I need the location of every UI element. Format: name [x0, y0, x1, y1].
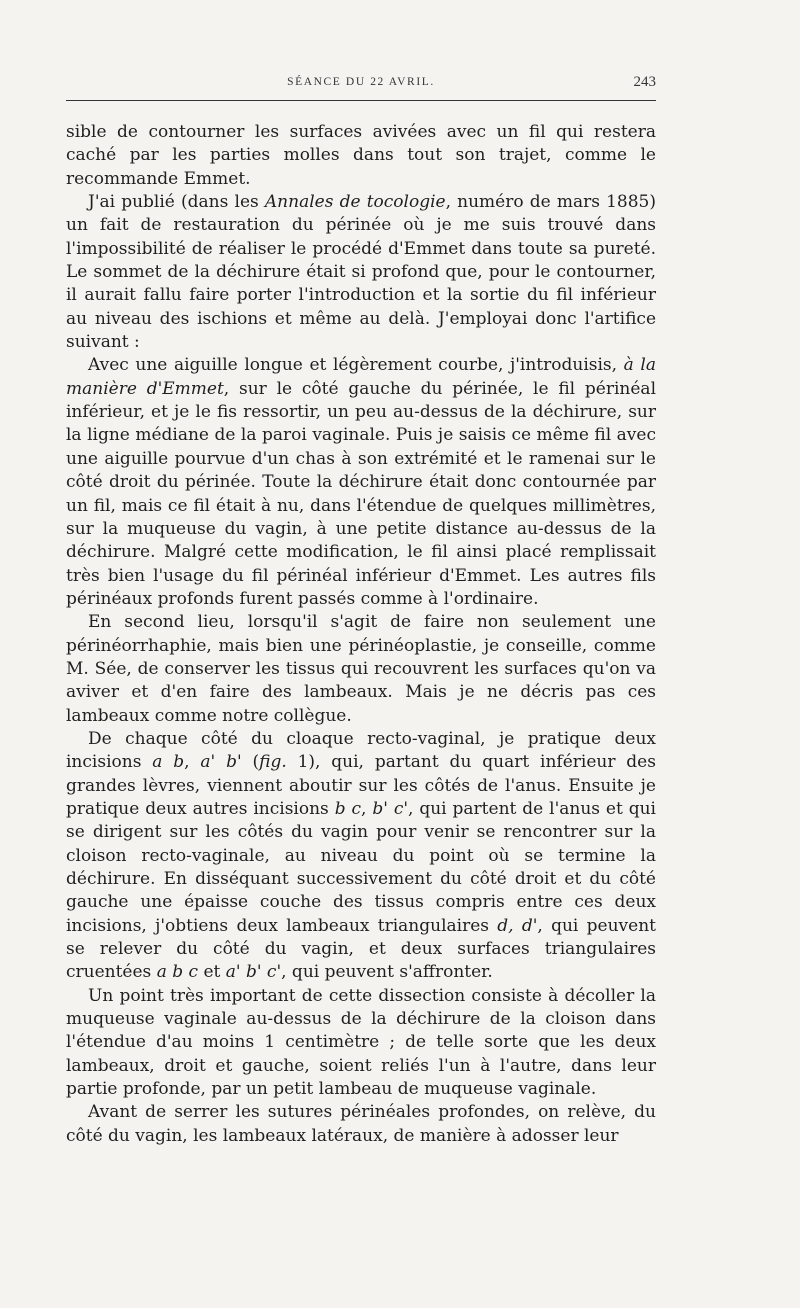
- body-text: [66, 121, 656, 1148]
- text-run: De chaque côté du cloaque recto-vaginal, je pratique deux incisions: [66, 728, 656, 773]
- text-run: (: [241, 752, 260, 773]
- paragraph-2: [66, 191, 656, 354]
- text-run: , sur le côté gauche du périnée, le fil périnéal inférieur, et je le fis ressortir, un peu au-dessus de la déchirure, sur la ligne médiane de la paroi vaginale. Puis je saisis ce même fil avec une aiguille pourvue d'un chas à son extrémité et le ramenai sur le côté droit du périnée. Toute la déchirure était donc contournée par un fil, mais ce fil était à nu, dans l'étendue de quelques millimètres, sur la muqueuse du vagin, à une petite distance au-dessus de la déchirure. Malgré cette modification, le fil ainsi placé remplissait très bien l'usage du fil périnéal inférieur d'Emmet. Les autres fils périnéaux profonds furent passés comme à l'ordinaire.: [66, 378, 657, 609]
- figure-label: a' b' c': [225, 962, 282, 983]
- text-run: Avec une aiguille longue et légèrement courbe, j'introduisis,: [88, 355, 624, 376]
- paragraph-1: [66, 121, 656, 191]
- text-run: , qui partent de l'anus et qui se dirigent sur les côtés du vagin pour venir se rencontrer sur la cloison recto-vaginale, au niveau du point où se termine la déchirure. En disséquant successivement du côté droit et du côté gauche une épaisse couche des tissus compris entre ces deux incisions, j'obtiens deux lambeaux triangulaires: [66, 798, 656, 936]
- paragraph-3: [66, 354, 656, 611]
- italic-phrase: à la manière d'Emmet: [66, 355, 656, 399]
- figure-label: a b: [152, 752, 185, 773]
- page: [66, 70, 656, 1148]
- text-run: et: [198, 962, 226, 983]
- text-run: ,: [184, 752, 201, 773]
- page-number: 243: [633, 74, 656, 90]
- figure-label: b' c': [372, 798, 409, 819]
- running-head-title: SÉANCE DU 22 AVRIL.: [287, 76, 435, 88]
- figure-label: b c: [334, 798, 362, 819]
- paragraph-7: [66, 1101, 656, 1148]
- figure-label: a' b': [200, 752, 242, 773]
- figure-label: a b c: [156, 962, 199, 983]
- text-run: En second lieu, lorsqu'il s'agit de faire non seulement une périnéorrhaphie, mais bien une périnéoplastie, je conseille, comme M. Sée, de conserver les tissus qui recouvrent les surfaces qu'on va aviver et d'en faire des lambeaux. Mais je ne décris pas ces lambeaux comme notre collègue.: [66, 612, 656, 726]
- journal-title: Annales de tocologie: [264, 192, 446, 213]
- text-run: Un point très important de cette dissection consiste à décoller la muqueuse vaginale au-dessus de la déchirure de la cloison dans l'étendue d'au moins 1 centimètre ; de telle sorte que les deux lambeaux, droit et gauche, soient reliés l'un à l'autre, dans leur partie profonde, par un petit lambeau de muqueuse vaginale.: [66, 985, 656, 1100]
- paragraph-5: [66, 728, 656, 985]
- running-header: [66, 70, 656, 101]
- paragraph-4: [66, 611, 656, 728]
- text-run: ,: [361, 798, 373, 819]
- text-run: , numéro de mars 1885) un fait de restauration du périnée où je me suis trouvé dans l'impossibilité de réaliser le procédé d'Emmet dans toute sa pureté. Le sommet de la déchirure était si profond que, pour le contourner, il aurait fallu faire porter l'introduction et la sortie du fil inférieur au niveau des ischions et même au delà. J'employai donc l'artifice suivant :: [66, 192, 657, 353]
- text-run: J'ai publié (dans les: [88, 192, 265, 213]
- figure-reference: fig.: [259, 752, 287, 773]
- text-run: , qui peuvent se relever du côté du vagin, et deux surfaces triangulaires cruentées: [66, 915, 656, 983]
- figure-label: d, d': [497, 915, 538, 936]
- text-run: 1), qui, partant du quart inférieur des grandes lèvres, viennent aboutir sur les côtés de l'anus. Ensuite je pratique deux autres incisions: [66, 752, 656, 819]
- text-run: sible de contourner les surfaces avivées avec un fil qui restera caché par les parties molles dans tout son trajet, comme le recommande Emmet.: [66, 122, 656, 189]
- text-run: , qui peuvent s'affronter.: [281, 962, 493, 983]
- text-run: Avant de serrer les sutures périnéales profondes, on relève, du côté du vagin, les lambeaux latéraux, de manière à adosser leur: [66, 1102, 656, 1146]
- paragraph-6: [66, 985, 656, 1102]
